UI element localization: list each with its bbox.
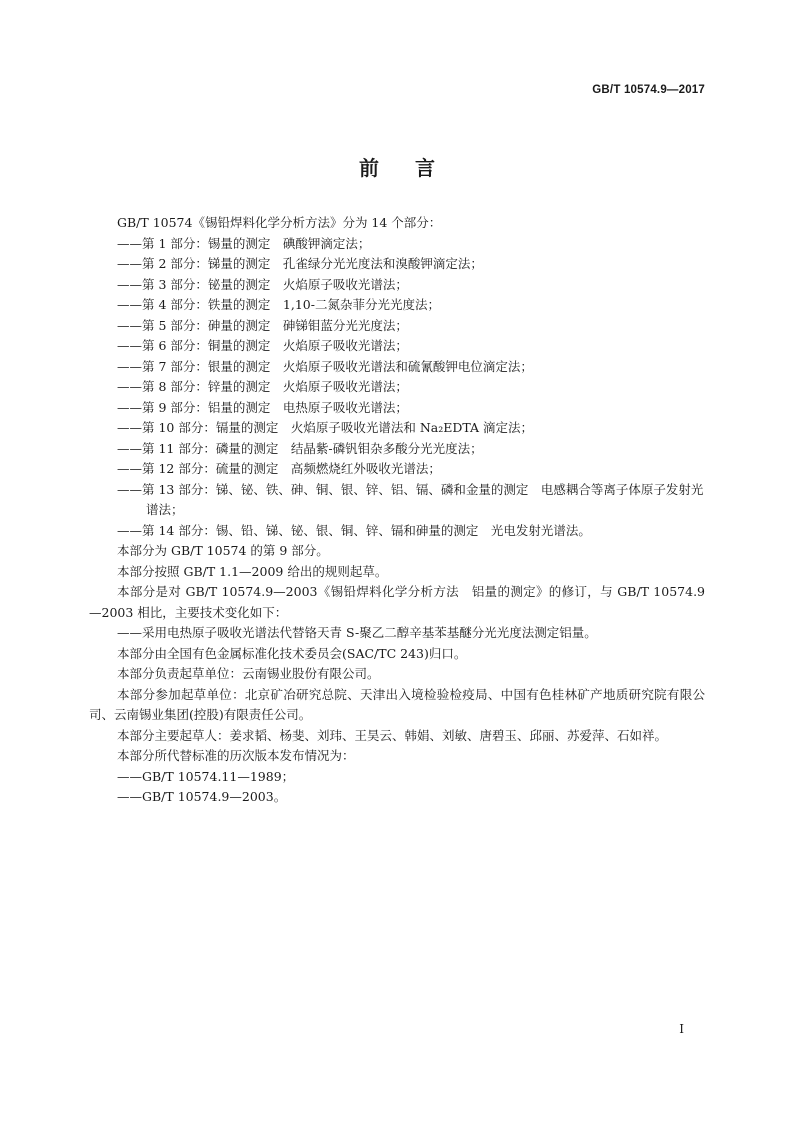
part-list-item: ——第 8 部分：锌量的测定 火焰原子吸收光谱法；: [117, 379, 408, 394]
history-paragraph: 本部分所代替标准的历次版本发布情况为：: [117, 748, 355, 763]
committee-paragraph: 本部分由全国有色金属标准化技术委员会(SAC/TC 243)归口。: [117, 645, 467, 661]
intro-paragraph: GB/T 10574《锡铅焊料化学分析方法》分为 14 个部分：: [117, 215, 442, 230]
page-title: 前言: [359, 156, 471, 180]
part-list-item: ——第 11 部分：磷量的测定 结晶紫-磷钒钼杂多酸分光光度法；: [117, 440, 483, 456]
foreword-body: [89, 213, 705, 808]
rules-paragraph: 本部分按照 GB/T 1.1—2009 给出的规则起草。: [117, 563, 388, 579]
standard-code: GB/T 10574.9—2017: [592, 84, 705, 96]
part-list-item: ——第 12 部分：硫量的测定 高频燃烧红外吸收光谱法；: [117, 461, 441, 476]
history-list-item: ——GB/T 10574.9—2003。: [117, 789, 287, 804]
drafters-paragraph: 本部分主要起草人：姜求韬、杨斐、刘玮、王昊云、韩娟、刘敏、唐碧玉、邱丽、苏爱萍、石如祥。: [117, 727, 668, 743]
part-list-item: ——第 3 部分：铋量的测定 火焰原子吸收光谱法；: [117, 276, 408, 292]
part-list-item: ——第 10 部分：镉量的测定 火焰原子吸收光谱法和 Na₂EDTA 滴定法；: [117, 420, 534, 435]
part-list-item: ——第 14 部分：锡、铅、锑、铋、银、铜、锌、镉和砷量的测定 光电发射光谱法。: [117, 522, 591, 538]
this-part-paragraph: 本部分为 GB/T 10574 的第 9 部分。: [117, 543, 329, 558]
part-list-item: ——第 7 部分：银量的测定 火焰原子吸收光谱法和硫氰酸钾电位滴定法；: [117, 358, 533, 374]
history-list-item: ——GB/T 10574.11—1989；: [117, 768, 295, 784]
part-list-item: ——第 1 部分：锡量的测定 碘酸钾滴定法；: [117, 235, 371, 251]
responsible-paragraph: 本部分负责起草单位：云南锡业股份有限公司。: [117, 666, 380, 681]
page-number: I: [679, 1022, 684, 1036]
part-list-item: ——第 5 部分：砷量的测定 砷锑钼蓝分光光度法；: [117, 317, 408, 333]
change-list-item: ——采用电热原子吸收光谱法代替铬天青 S-聚乙二醇辛基苯基醚分光光度法测定铝量。: [117, 625, 597, 640]
part-list-item: ——第 9 部分：铝量的测定 电热原子吸收光谱法；: [117, 399, 408, 415]
part-list-item: ——第 6 部分：铜量的测定 火焰原子吸收光谱法；: [117, 338, 408, 353]
part-list-item: ——第 4 部分：铁量的测定 1,10-二氮杂菲分光光度法；: [117, 297, 440, 312]
part-list-item: ——第 2 部分：锑量的测定 孔雀绿分光光度法和溴酸钾滴定法；: [117, 256, 483, 271]
participants-paragraph: 本部分参加起草单位：北京矿冶研究总院、天津出入境检验检疫局、中国有色桂林矿产地质研究院有限公司、云南锡业集团(控股)有限责任公司。: [89, 686, 705, 722]
revision-paragraph: 本部分是对 GB/T 10574.9—2003《锡铅焊料化学分析方法 铝量的测定》的修订，与 GB/T 10574.9—2003 相比，主要技术变化如下：: [89, 584, 705, 620]
part-list-item: ——第 13 部分：锑、铋、铁、砷、铜、银、锌、铝、镉、磷和金量的测定 电感耦合等离子体原子发射光谱法；: [117, 481, 704, 517]
